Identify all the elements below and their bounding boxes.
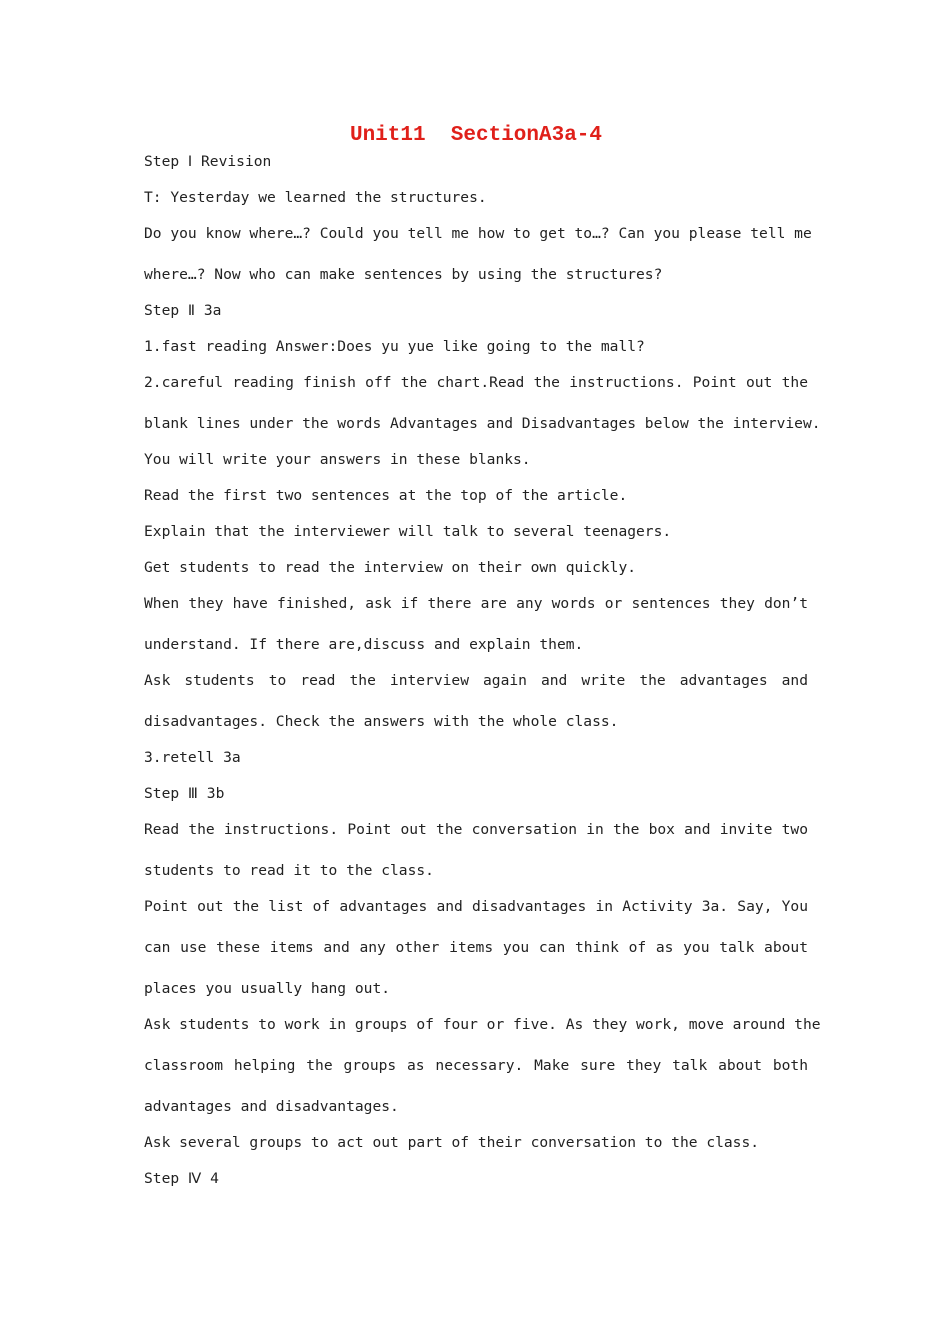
- paragraph-line: disadvantages. Check the answers with the whole class.: [144, 713, 619, 730]
- paragraph-line: understand. If there are,discuss and explain them.: [144, 636, 584, 653]
- step-2-heading: Step Ⅱ 3a: [144, 302, 222, 319]
- paragraph-line: 1.fast reading Answer:Does yu yue like going to the mall?: [144, 338, 645, 355]
- paragraph-line: 3.retell 3a: [144, 749, 241, 766]
- paragraph-line: advantages and disadvantages.: [144, 1098, 399, 1115]
- paragraph-line: students to read it to the class.: [144, 862, 434, 879]
- paragraph-line: Read the instructions. Point out the conversation in the box and invite two: [144, 821, 808, 838]
- paragraph-line: You will write your answers in these blanks.: [144, 451, 531, 468]
- paragraph-line: blank lines under the words Advantages and Disadvantages below the interview.: [144, 415, 821, 432]
- paragraph-line: T: Yesterday we learned the structures.: [144, 189, 487, 206]
- step-4-heading: Step Ⅳ 4: [144, 1170, 219, 1187]
- step-3-heading: Step Ⅲ 3b: [144, 785, 225, 802]
- paragraph-line: Get students to read the interview on their own quickly.: [144, 559, 637, 576]
- paragraph-line: When they have finished, ask if there are any words or sentences they don’t: [144, 595, 808, 612]
- paragraph-line: places you usually hang out.: [144, 980, 391, 997]
- paragraph-line: Read the first two sentences at the top of the article.: [144, 487, 628, 504]
- paragraph-line: Do you know where…? Could you tell me how to get to…? Can you please tell me: [144, 225, 812, 242]
- paragraph-line: Point out the list of advantages and disadvantages in Activity 3a. Say, You: [144, 898, 808, 915]
- page-title: Unit11 SectionA3a-4: [349, 124, 603, 147]
- paragraph-line: where…? Now who can make sentences by using the structures?: [144, 266, 663, 283]
- paragraph-line: 2.careful reading finish off the chart.Read the instructions. Point out the: [144, 374, 808, 391]
- paragraph-line: Explain that the interviewer will talk to several teenagers.: [144, 523, 672, 540]
- paragraph-line: can use these items and any other items you can think of as you talk about: [144, 939, 808, 956]
- paragraph-line: Ask students to read the interview again and write the advantages and: [144, 672, 808, 689]
- paragraph-line: Ask students to work in groups of four or five. As they work, move around the: [144, 1016, 821, 1033]
- paragraph-line: Ask several groups to act out part of their conversation to the class.: [144, 1134, 760, 1151]
- paragraph-line: classroom helping the groups as necessary. Make sure they talk about both: [144, 1057, 808, 1074]
- step-1-heading: Step Ⅰ Revision: [144, 153, 272, 170]
